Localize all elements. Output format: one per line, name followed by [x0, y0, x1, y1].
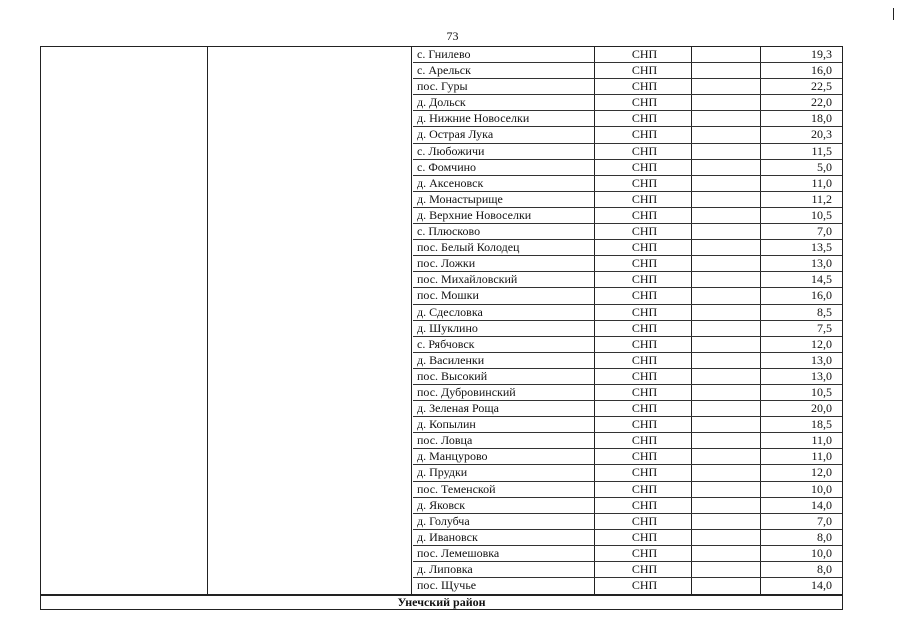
settlement-value: 11,2: [811, 191, 832, 206]
table-row: [413, 530, 842, 546]
settlement-name: пос. Теменской: [417, 481, 496, 496]
table-row: [413, 47, 842, 63]
settlement-name: пос. Гуры: [417, 79, 468, 94]
settlement-value: 8,0: [817, 529, 832, 544]
settlement-value: 7,0: [817, 224, 832, 239]
settlement-name: д. Монастырище: [417, 191, 503, 206]
table-row: [413, 95, 842, 111]
table-row: [413, 578, 842, 593]
settlement-value: 14,0: [811, 578, 832, 593]
settlement-type: СНП: [631, 79, 658, 94]
table-rows: [413, 47, 842, 593]
settlement-name: д. Острая Лука: [417, 127, 494, 142]
settlement-name: д. Ивановск: [417, 529, 478, 544]
table-row: [413, 160, 842, 176]
settlements-table: [40, 46, 843, 610]
settlement-type: СНП: [631, 352, 658, 367]
settlement-type: СНП: [631, 368, 658, 383]
settlement-type: СНП: [631, 562, 658, 576]
table-row: [413, 465, 842, 481]
settlement-type: СНП: [631, 401, 658, 416]
settlement-type: СНП: [631, 481, 658, 496]
settlement-value: 7,0: [817, 513, 832, 528]
table-row: [413, 385, 842, 401]
settlement-value: 20,3: [811, 127, 832, 142]
settlement-type: СНП: [631, 207, 658, 222]
settlement-type: СНП: [631, 513, 658, 528]
settlement-type: СНП: [631, 224, 658, 239]
settlement-name: пос. Ловца: [417, 433, 473, 448]
settlement-type: СНП: [631, 465, 658, 480]
settlement-name: д. Зеленая Роща: [417, 401, 499, 416]
settlement-name: д. Яковск: [417, 497, 466, 512]
settlement-type: СНП: [631, 47, 658, 61]
table-row: [413, 272, 842, 288]
settlement-value: 12,0: [811, 465, 832, 480]
settlement-value: 18,0: [811, 111, 832, 126]
settlement-name: д. Василенки: [417, 352, 485, 367]
settlement-type: СНП: [631, 175, 658, 190]
settlement-name: д. Верхние Новоселки: [417, 207, 532, 222]
settlement-value: 7,5: [817, 320, 832, 335]
settlement-name: д. Шуклино: [417, 320, 478, 335]
settlement-type: СНП: [631, 336, 658, 351]
table-row: [413, 144, 842, 160]
settlement-name: д. Манцурово: [417, 449, 488, 464]
settlement-value: 14,0: [811, 497, 832, 512]
table-row: [413, 369, 842, 385]
table-row: [413, 176, 842, 192]
settlement-name: д. Голубча: [417, 513, 470, 528]
region-title: Унечский район: [397, 595, 486, 609]
table-row: [413, 417, 842, 433]
settlement-type: СНП: [631, 304, 658, 319]
settlement-value: 13,0: [811, 352, 832, 367]
settlement-type: СНП: [631, 159, 658, 174]
settlement-value: 11,0: [811, 175, 832, 190]
settlement-value: 18,5: [811, 417, 832, 432]
table-row: [413, 63, 842, 79]
table-row: [413, 433, 842, 449]
settlement-value: 22,5: [811, 79, 832, 94]
table-row: [413, 127, 842, 143]
settlement-name: д. Сдесловка: [417, 304, 483, 319]
settlement-type: СНП: [631, 95, 658, 110]
settlement-value: 11,0: [811, 433, 832, 448]
table-row: [413, 240, 842, 256]
settlement-value: 10,0: [811, 545, 832, 560]
settlement-name: пос. Высокий: [417, 368, 488, 383]
table-row: [413, 449, 842, 465]
table-row: [413, 288, 842, 304]
settlement-value: 16,0: [811, 63, 832, 78]
settlement-value: 8,0: [817, 562, 832, 576]
settlement-type: СНП: [631, 417, 658, 432]
settlement-type: СНП: [631, 272, 658, 287]
settlement-name: пос. Лемешовка: [417, 545, 500, 560]
table-row: [413, 353, 842, 369]
settlement-name: пос. Мошки: [417, 288, 479, 303]
settlement-type: СНП: [631, 384, 658, 399]
table-row: [413, 562, 842, 578]
margin-mark: [893, 8, 894, 20]
settlement-type: СНП: [631, 529, 658, 544]
settlement-name: д. Нижние Новоселки: [417, 111, 530, 126]
settlement-type: СНП: [631, 143, 658, 158]
table-row: [413, 482, 842, 498]
settlement-type: СНП: [631, 497, 658, 512]
settlement-type: СНП: [631, 433, 658, 448]
settlement-type: СНП: [631, 256, 658, 271]
settlement-value: 20,0: [811, 401, 832, 416]
settlement-type: СНП: [631, 288, 658, 303]
table-row: [413, 79, 842, 95]
settlement-type: СНП: [631, 191, 658, 206]
settlement-name: пос. Михайловский: [417, 272, 518, 287]
table-row: [413, 192, 842, 208]
settlement-name: с. Плюсково: [417, 224, 481, 239]
settlement-value: 12,0: [811, 336, 832, 351]
settlement-name: с. Фомчино: [417, 159, 477, 174]
settlement-name: д. Копылин: [417, 417, 476, 432]
settlement-value: 14,5: [811, 272, 832, 287]
settlement-value: 11,5: [811, 143, 832, 158]
settlement-name: пос. Щучье: [417, 578, 477, 593]
settlement-value: 11,0: [811, 449, 832, 464]
settlement-type: СНП: [631, 320, 658, 335]
settlement-name: пос. Белый Колодец: [417, 240, 520, 255]
table-row: [413, 305, 842, 321]
table-row: [413, 337, 842, 353]
table-row: [413, 224, 842, 240]
settlement-value: 19,3: [811, 47, 832, 61]
settlement-name: д. Дольск: [417, 95, 466, 110]
settlement-name: пос. Дубровинский: [417, 384, 516, 399]
page-number: 73: [446, 29, 459, 43]
settlement-value: 13,0: [811, 368, 832, 383]
table-row: [413, 401, 842, 417]
settlement-value: 13,0: [811, 256, 832, 271]
settlement-value: 8,5: [817, 304, 832, 319]
settlement-name: с. Рябчовск: [417, 336, 475, 351]
settlement-type: СНП: [631, 545, 658, 560]
settlement-type: СНП: [631, 240, 658, 255]
table-row: [413, 546, 842, 562]
settlement-value: 5,0: [817, 159, 832, 174]
table-row: [413, 514, 842, 530]
settlement-name: с. Арельск: [417, 63, 471, 78]
settlement-name: д. Прудки: [417, 465, 468, 480]
table-row: [413, 256, 842, 272]
settlement-type: СНП: [631, 449, 658, 464]
settlement-type: СНП: [631, 63, 658, 78]
settlement-value: 13,5: [811, 240, 832, 255]
column-divider-1: [207, 47, 208, 595]
table-row: [413, 208, 842, 224]
table-row: [413, 321, 842, 337]
table-row: [413, 498, 842, 514]
settlement-name: с. Любожичи: [417, 143, 485, 158]
settlement-type: СНП: [631, 127, 658, 142]
table-row: [413, 111, 842, 127]
settlement-type: СНП: [631, 111, 658, 126]
settlement-name: д. Липовка: [417, 562, 473, 576]
settlement-name: с. Гнилево: [417, 47, 471, 61]
settlement-name: пос. Ложки: [417, 256, 476, 271]
settlement-value: 10,5: [811, 207, 832, 222]
settlement-type: СНП: [631, 578, 658, 593]
settlement-name: д. Аксеновск: [417, 175, 484, 190]
settlement-value: 10,0: [811, 481, 832, 496]
settlement-value: 22,0: [811, 95, 832, 110]
settlement-value: 16,0: [811, 288, 832, 303]
column-divider-2: [411, 47, 412, 595]
settlement-value: 10,5: [811, 384, 832, 399]
